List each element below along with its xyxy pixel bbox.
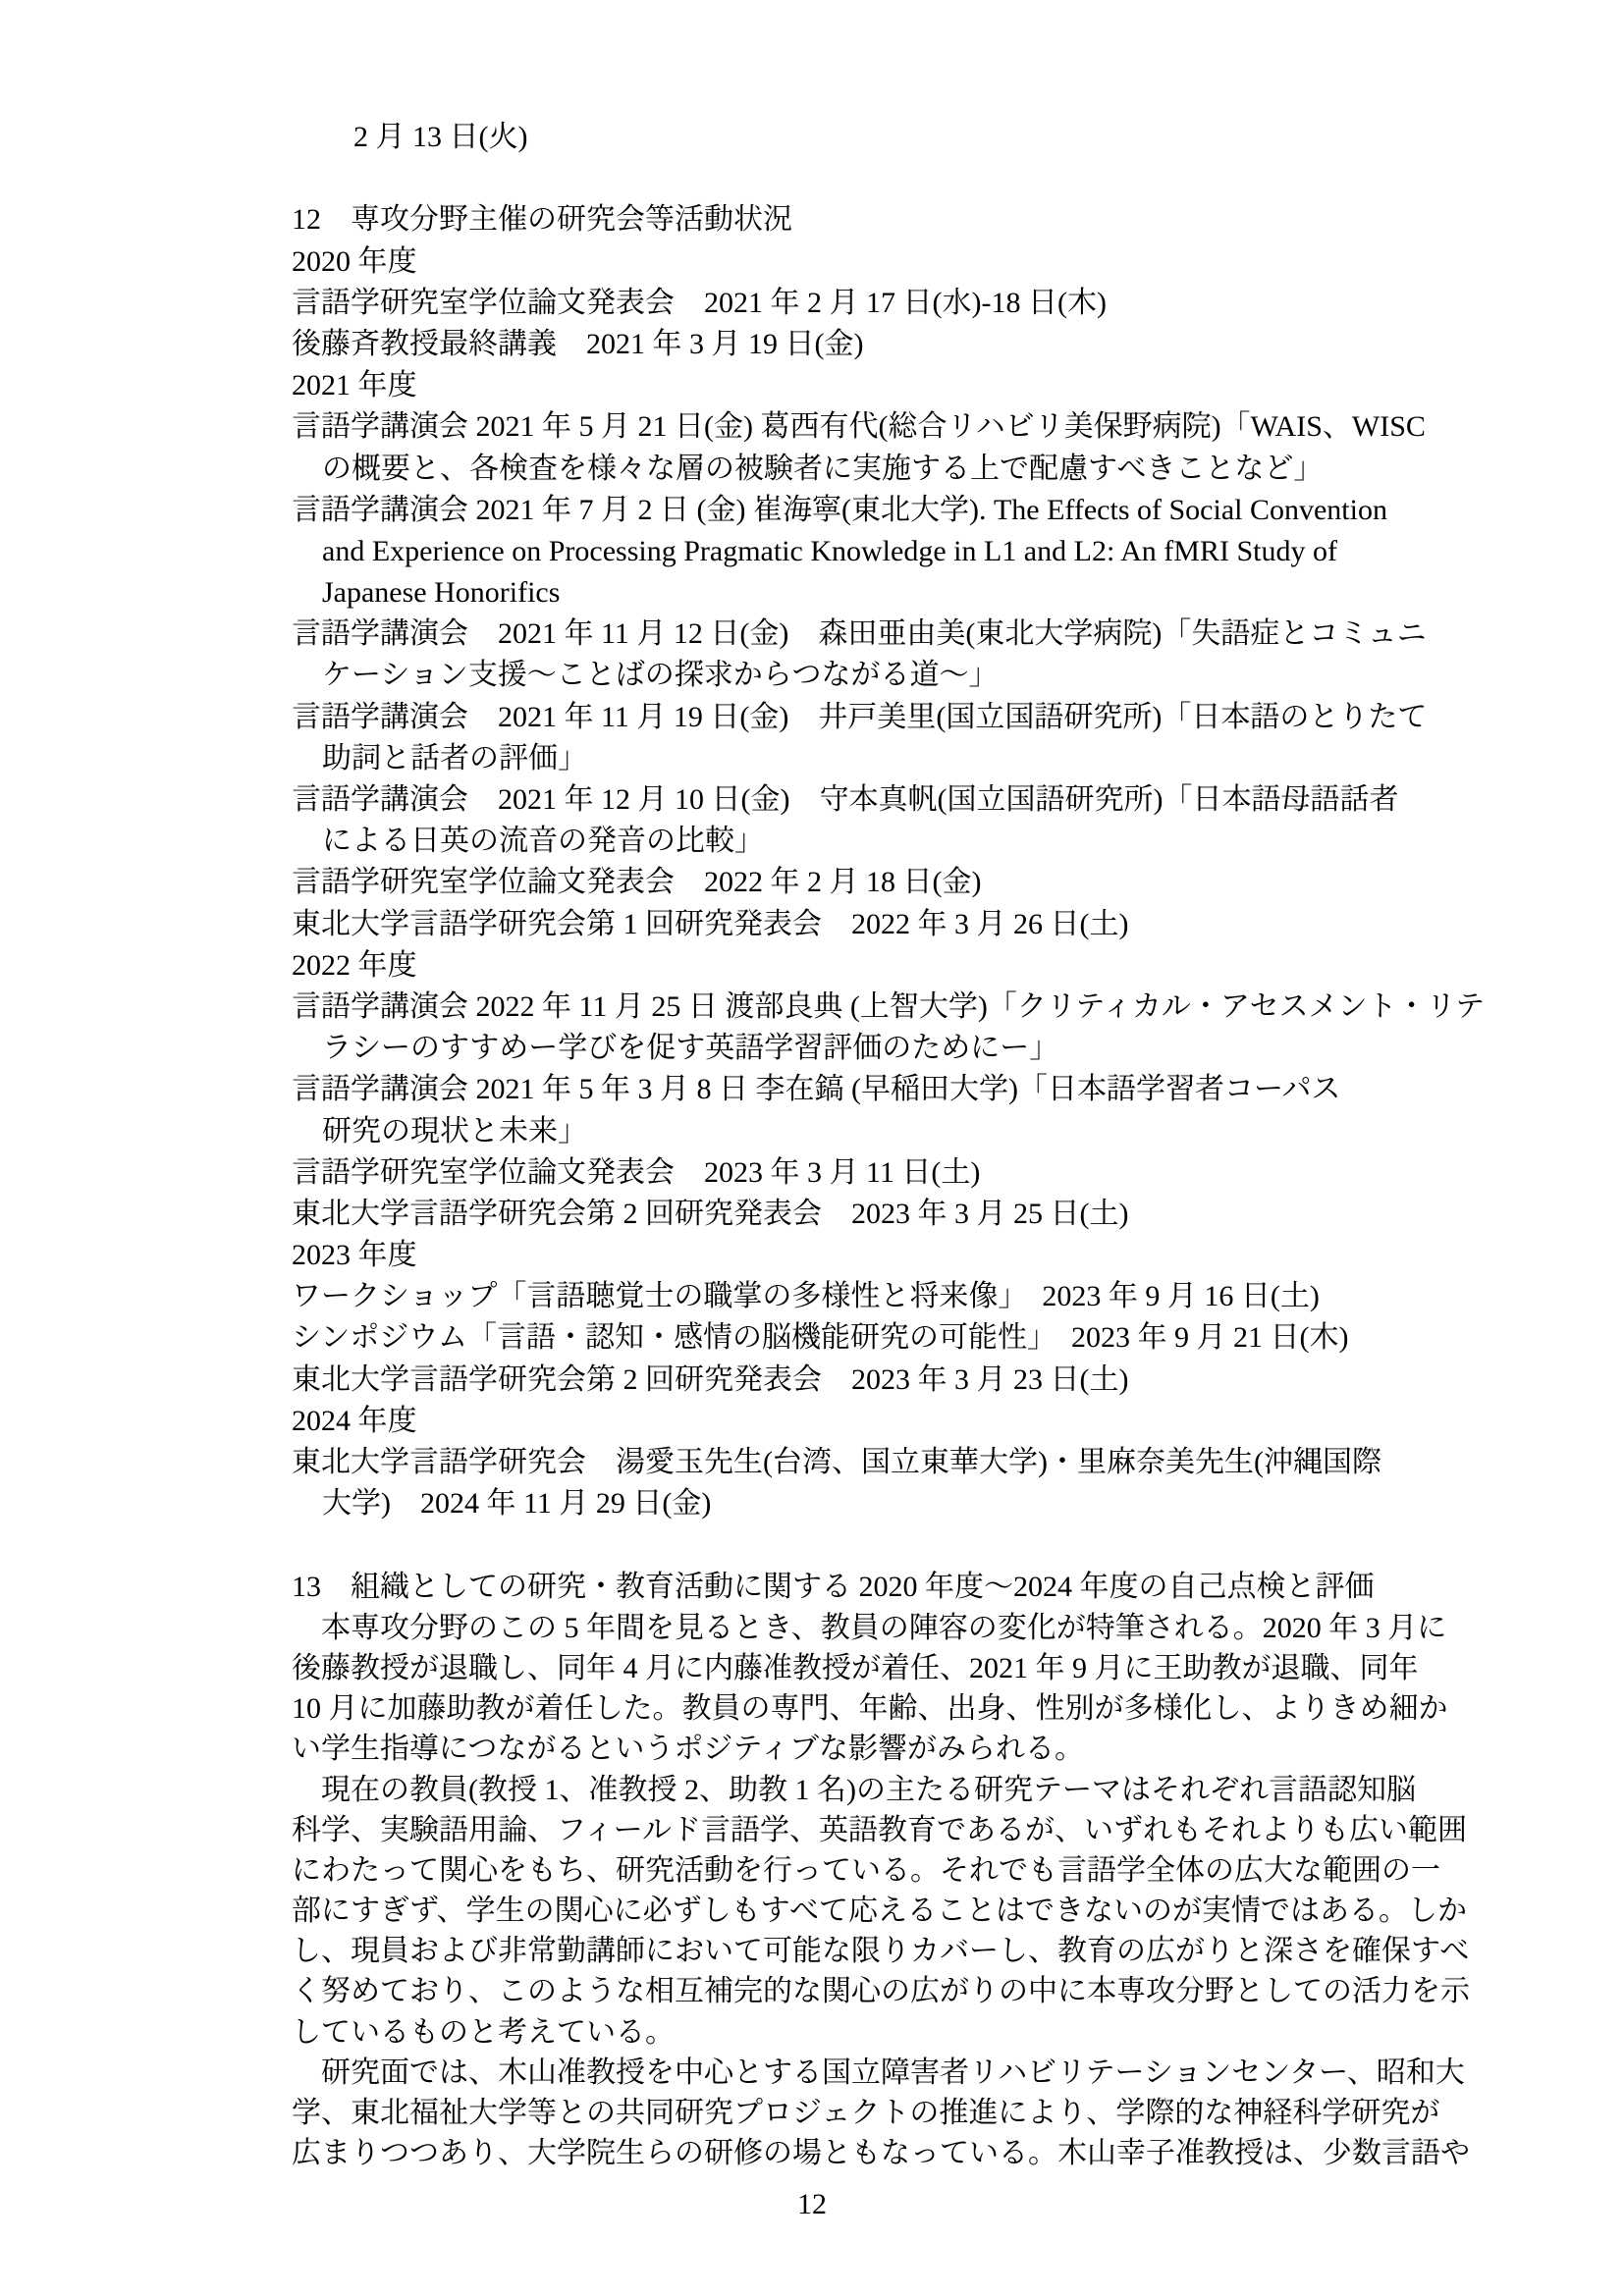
- paragraph-line: 現在の教員(教授 1、准教授 2、助教 1 名)の主たる研究テーマはそれぞれ言語認知脳: [292, 1773, 1416, 1806]
- section-13-paragraphs: [292, 1608, 1470, 2174]
- event-list-line: 2023 年度: [292, 1239, 417, 1272]
- event-list-line: 後藤斉教授最終講義 2021 年 3 月 19 日(金): [292, 327, 864, 360]
- event-list-line: 研究の現状と未来」: [322, 1114, 587, 1148]
- event-list-line: 東北大学言語学研究会第 1 回研究発表会 2022 年 3 月 26 日(土): [292, 907, 1129, 940]
- event-list-line: による日英の流音の発音の比較」: [322, 825, 764, 858]
- paragraph-line: 部にすぎず、学生の関心に必ずしもすべて応えることはできないのが実情ではある。しか: [292, 1895, 1467, 1928]
- paragraph-line: 広まりつつあり、大学院生らの研修の場ともなっている。木山幸子准教授は、少数言語や: [292, 2137, 1470, 2170]
- paragraph-line: しているものと考えている。: [292, 2015, 675, 2049]
- event-list-line: 2020 年度: [292, 244, 417, 278]
- paragraph-line: 科学、実験語用論、フィールド言語学、英語教育であるが、いずれもそれよりも広い範囲: [292, 1813, 1467, 1846]
- blank-line: [292, 158, 1401, 199]
- event-list-line: 言語学講演会 2022 年 11 月 25 日 渡部良典 (上智大学)「クリティカル・アセスメント・リテ: [292, 989, 1485, 1023]
- paragraph-line: 本専攻分野のこの 5 年間を見るとき、教員の陣容の変化が特筆される。2020 年 3 月に: [292, 1611, 1447, 1644]
- event-list-line: 言語学講演会 2021 年 11 月 12 日(金) 森田亜由美(東北大学病院)「失語症とコミュニ: [292, 617, 1427, 651]
- blank-line: [292, 1524, 1401, 1566]
- page-content: [292, 117, 1485, 2173]
- event-list-line: 東北大学言語学研究会 湯愛玉先生(台湾、国立東華大学)・里麻奈美先生(沖縄国際: [292, 1446, 1381, 1478]
- paragraph-line: い学生指導につながるというポジティブな影響がみられる。: [292, 1733, 1084, 1766]
- section-12-heading: 12 専攻分野主催の研究会等活動状況: [292, 203, 792, 237]
- event-list-line: の概要と、各検査を様々な層の被験者に実施する上で配慮すべきことなど」: [322, 452, 1324, 485]
- event-list-line: and Experience on Processing Pragmatic Knowledge in L1 and L2: An fMRI Study of: [322, 534, 1337, 567]
- event-list-line: 東北大学言語学研究会第 2 回研究発表会 2023 年 3 月 23 日(土): [292, 1362, 1129, 1396]
- event-list-line: 言語学講演会 2021 年 5 年 3 月 8 日 李在鎬 (早稲田大学)「日本語学習者コーパス: [292, 1073, 1341, 1106]
- event-list-line: 言語学講演会 2021 年 7 月 2 日 (金) 崔海寧(東北大学). The Effects of Social Convention: [292, 493, 1387, 526]
- event-list-line: Japanese Honorifics: [322, 576, 561, 610]
- page-number: 12: [797, 2188, 827, 2220]
- event-list-line: 2024 年度: [292, 1404, 417, 1437]
- event-list-line: 言語学研究室学位論文発表会 2022 年 2 月 18 日(金): [292, 866, 982, 899]
- event-list-line: シンポジウム「言語・認知・感情の脳機能研究の可能性」 2023 年 9 月 21 日(木): [292, 1321, 1349, 1355]
- section-12-event-list: [292, 241, 1485, 1525]
- event-list-line: 言語学講演会 2021 年 11 月 19 日(金) 井戸美里(国立国語研究所)「日本語のとりたて: [292, 700, 1428, 733]
- paragraph-line: 10 月に加藤助教が着任した。教員の専門、年齢、出身、性別が多様化し、よりきめ細か: [292, 1692, 1448, 1726]
- paragraph-line: 学、東北福祉大学等との共同研究プロジェクトの推進により、学際的な神経科学研究が: [292, 2097, 1440, 2129]
- event-list-line: ケーション支援〜ことばの探求からつながる道〜」: [322, 659, 999, 692]
- event-list-line: 大学) 2024 年 11 月 29 日(金): [322, 1487, 712, 1521]
- event-list-line: 言語学講演会 2021 年 12 月 10 日(金) 守本真帆(国立国語研究所)「日本語母語話者: [292, 783, 1399, 816]
- event-list-line: 言語学研究室学位論文発表会 2023 年 3 月 11 日(土): [292, 1155, 981, 1189]
- carryover-date-line: 2 月 13 日(火): [353, 121, 528, 153]
- paragraph-line: 後藤教授が退職し、同年 4 月に内藤准教授が着任、2021 年 9 月に王助教が退職、同年: [292, 1651, 1419, 1684]
- section-13-heading: 13 組織としての研究・教育活動に関する 2020 年度〜2024 年度の自己点検と評価: [292, 1570, 1375, 1603]
- paragraph-line: く努めており、このような相互補完的な関心の広がりの中に本専攻分野としての活力を示: [292, 1975, 1470, 2008]
- paragraph-line: にわたって関心をもち、研究活動を行っている。それでも言語学全体の広大な範囲の一: [292, 1853, 1440, 1887]
- event-list-line: 言語学研究室学位論文発表会 2021 年 2 月 17 日(水)-18 日(木): [292, 286, 1107, 319]
- event-list-line: ラシーのすすめー学びを促す英語学習評価のためにー」: [322, 1032, 1059, 1065]
- event-list-line: 2022 年度: [292, 948, 417, 982]
- event-list-line: 言語学講演会 2021 年 5 月 21 日(金) 葛西有代(総合リハビリ美保野病院)「WAIS、WISC: [292, 410, 1426, 444]
- event-list-line: 東北大学言語学研究会第 2 回研究発表会 2023 年 3 月 25 日(土): [292, 1197, 1129, 1230]
- event-list-line: ワークショップ「言語聴覚士の職掌の多様性と将来像」 2023 年 9 月 16 日(土): [292, 1280, 1320, 1313]
- paragraph-line: 研究面では、木山准教授を中心とする国立障害者リハビリテーションセンター、昭和大: [292, 2056, 1465, 2089]
- event-list-line: 2021 年度: [292, 369, 417, 402]
- event-list-line: 助詞と話者の評価」: [322, 741, 587, 774]
- paragraph-line: し、現員および非常勤講師において可能な限りカバーし、教育の広がりと深さを確保すべ: [292, 1935, 1470, 1968]
